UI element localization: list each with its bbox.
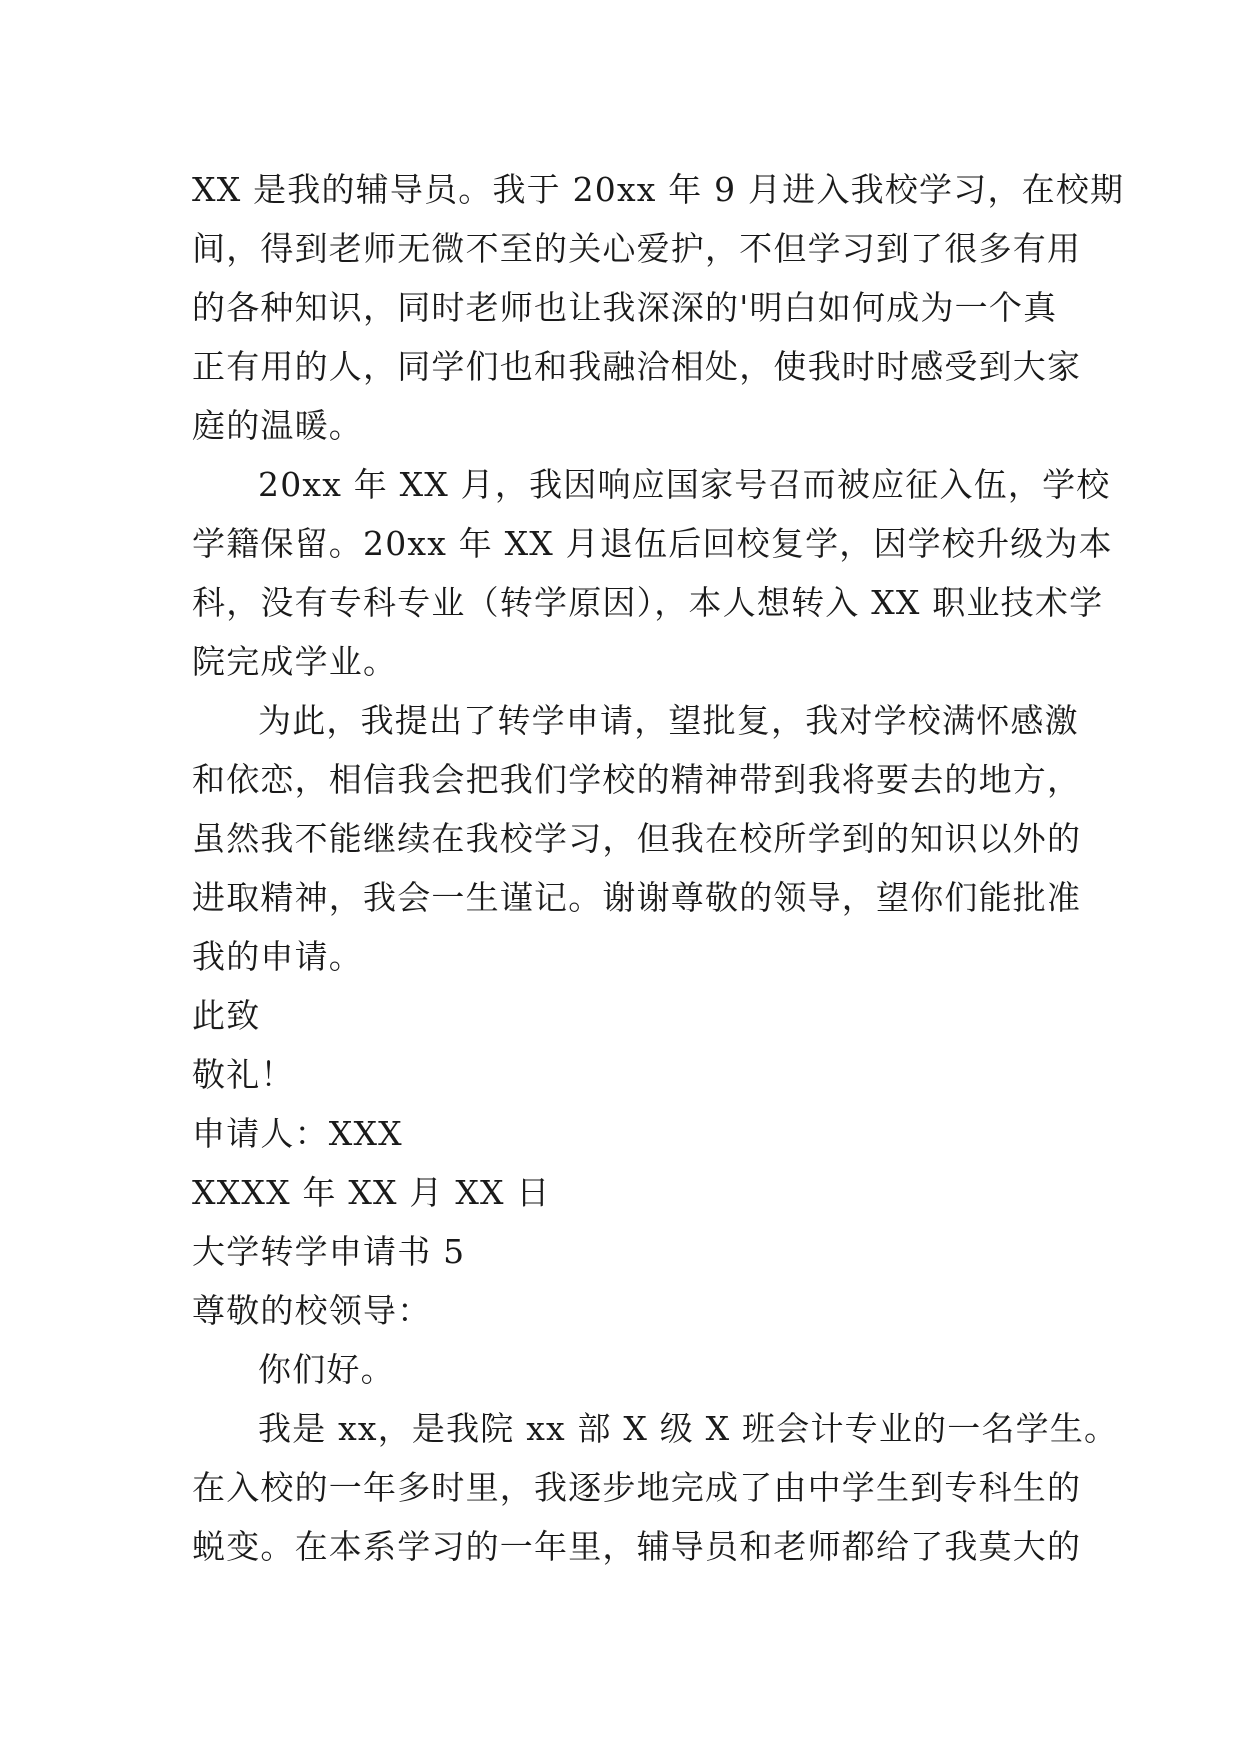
section-heading [192,1222,1072,1281]
document-page [192,160,1125,1576]
paragraph-4 [192,1399,1119,1576]
text-line: 敬礼！ [192,1055,295,1094]
text-line: 大学转学申请书 5 [192,1232,466,1271]
text-line: 20xx 年 XX 月，我因响应国家号召而被应征入伍，学校 [258,465,1111,504]
text-line: XXXX 年 XX 月 XX 日 [192,1173,551,1212]
text-line: 学籍保留。20xx 年 XX 月退伍后回校复学，因学校升级为本 [192,524,1113,563]
closing-salutation [192,986,1072,1045]
text-line: 的各种知识，同时老师也让我深深的'明白如何成为一个真 [192,288,1058,327]
text-line: 蜕变。在本系学习的一年里，辅导员和老师都给了我莫大的 [192,1527,1082,1566]
closing-regards [192,1045,1072,1104]
text-line: 科，没有专科专业（转学原因），本人想转入 XX 职业技术学 [192,583,1104,622]
text-line: 在入校的一年多时里，我逐步地完成了由中学生到专科生的 [192,1468,1082,1507]
paragraph-3 [192,691,1082,986]
text-line: 间，得到老师无微不至的关心爱护，不但学习到了很多有用 [192,229,1082,268]
paragraph-2 [192,455,1113,691]
text-line: 我的申请。 [192,937,363,976]
text-line: 正有用的人，同学们也和我融洽相处，使我时时感受到大家 [192,347,1082,386]
text-line: 虽然我不能继续在我校学习，但我在校所学到的知识以外的 [192,819,1082,858]
letter-addressee [192,1281,1072,1340]
paragraph-1 [192,160,1125,455]
text-line: 我是 xx，是我院 xx 部 X 级 X 班会计专业的一名学生。 [258,1409,1119,1448]
text-line: 庭的温暖。 [192,406,363,445]
text-line: 此致 [192,996,261,1035]
text-line: XX 是我的辅导员。我于 20xx 年 9 月进入我校学习，在校期 [192,170,1125,209]
text-line: 你们好。 [258,1350,395,1389]
text-line: 进取精神，我会一生谨记。谢谢尊敬的领导，望你们能批准 [192,878,1082,917]
text-line: 尊敬的校领导： [192,1291,432,1330]
letter-date [192,1163,1072,1222]
text-line: 申请人：XXX [192,1114,403,1153]
text-line: 和依恋，相信我会把我们学校的精神带到我将要去的地方， [192,760,1082,799]
text-line: 院完成学业。 [192,642,398,681]
letter-greeting [192,1340,1072,1399]
text-line: 为此，我提出了转学申请，望批复，我对学校满怀感激 [258,701,1079,740]
applicant-signature [192,1104,1072,1163]
